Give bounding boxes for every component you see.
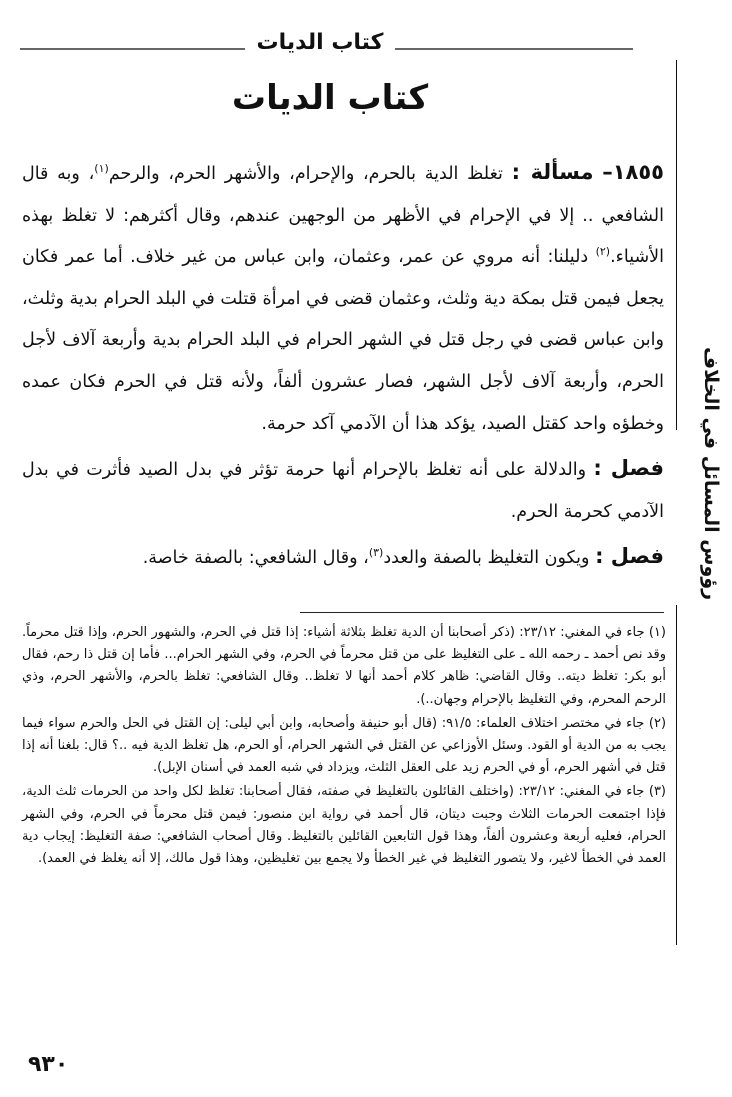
side-title: رؤوس المسائل في الخلاف: [700, 346, 722, 600]
footnote: [22, 713, 666, 780]
footnote-ref-2[interactable]: (٢): [595, 245, 611, 259]
main-text: [22, 152, 664, 580]
side-rule-top: [676, 60, 677, 430]
issue-number: ١٨٥٥–: [602, 160, 664, 184]
issue-label: مسألة :: [511, 160, 594, 184]
footnote-number: (٢): [648, 715, 667, 731]
running-header: [0, 26, 732, 66]
footnotes: [22, 622, 666, 872]
footnote-text: جاء في مختصر اختلاف العلماء: ٩١/٥: (قال أبو حنيفة وأصحابه، وابن أبي ليلى: إن القتل في الحل والحرم سواء فيما يجب به من الدية أو القود. وسئل الأوزاعي عن القتل في الشهر الحرام، أو الحرم، هل تغلظ الدية فيه ..؟ قال: بلغنا أنه إذا قتل في أشهر الحرم، أو في الحرم زيد على العقل الثلث، ويزداد في شبه العمد في أسنان الإبل).: [22, 715, 666, 776]
footnote-number: (٣): [648, 784, 666, 800]
issue-text-c: دليلنا: أنه مروي عن عمر، وعثمان، وابن عباس من غير خلاف. أما عمر فكان يجعل فيمن قتل بمكة دية وثلث، وعثمان قضى في امرأة قتلت في البلد الحرام بدية وثلث، وابن عباس قضى في رجل قتل في الشهر الحرام في البلد الحرام بدية وأربعة آلاف لأجل الحرم، وأربعة آلاف لأجل الشهر، فصار عشرون ألفاً، ولأنه قتل في الحرم فكان عمده وخطؤه واحد كقتل الصيد، يؤكد هذا أن الآدمي آكد حرمة.: [22, 247, 664, 434]
issue-text-a: تغلظ الدية بالحرم، والإحرام، والأشهر الحرم، والرحم: [108, 164, 503, 184]
header-rule-left: [20, 48, 245, 50]
section-label-2: فصل :: [595, 544, 664, 569]
side-rule-bottom: [676, 605, 677, 945]
section-label-1: فصل :: [593, 456, 664, 481]
footnote-ref-1[interactable]: (١): [94, 162, 109, 176]
footnote-divider: [300, 612, 664, 613]
section-text-1: والدلالة على أنه تغلظ بالإحرام أنها حرمة تؤثر في بدل الصيد فأثرت في بدل الآدمي كحرمة الحرم.: [22, 460, 664, 522]
section-text-2b: ، وقال الشافعي: بالصفة خاصة.: [142, 548, 369, 569]
footnote-ref-3[interactable]: (٣): [368, 546, 384, 560]
section-paragraph-2: [22, 536, 664, 580]
footnote-text: جاء في المغني: ٢٣/١٢: (واختلف القائلون بالتغليظ في صفته، فقال أصحابنا: تغلظ لكل واحد من الحرمات ثلث الدية، فإذا اجتمعت الحرمات الثلاث وجبت ديتان، قال أحمد في رواية ابن منصور: فيمن قتل محرماً في الحرم، وفي الشهر الحرام، فعليه أربعة وعشرون ألفاً، وهذا قول التابعين القائلين بالتغليظ. وقال أصحاب الشافعي: صفة التغليظ: إيجاب دية العمد في الخطأ لاغير، ولا يتصور التغليظ في غير الخطأ ولا يجمع بين تغليظين، وهذا قول مالك، إلا أنه يغلظ في العمد).: [22, 784, 666, 867]
issue-paragraph: [22, 152, 664, 445]
chapter-title: كتاب الديات: [231, 78, 429, 118]
footnote-text: جاء في المغني: ٢٣/١٢: (ذكر أصحابنا أن الدية تغلظ بثلاثة أشياء: إذا قتل في الحرم، والشهور الحرم، وإذا قتل محرماً. وقد نص أحمد ـ رحمه الله ـ على التغليظ على من قتل محرماً في الحرم، وفي الشهر الحرام... فأما إن قتل ذا رحم، فقال أبو بكر: تغلظ ديته.. وقال القاضي: ظاهر كلام أحمد أنها لا تغلظ.. وقال الشافعي: تغلظ بالحرم، والأشهر الحرم، وذي الرحم المحرم، وفي التغليظ بالإحرام وجهان..).: [22, 625, 666, 707]
section-paragraph-1: [22, 448, 664, 533]
header-rule-right: [395, 48, 633, 50]
footnote: [22, 781, 666, 870]
section-text-2a: ويكون التغليظ بالصفة والعدد: [383, 548, 590, 569]
footnote: [22, 622, 666, 711]
issue-text-b: ، وبه قال الشافعي .. إلا في الإحرام في الأظهر من الوجهين عندهم، وقال أكثرهم: لا تغلظ بهذه الأشياء.: [22, 164, 664, 268]
footnote-number: (١): [648, 625, 666, 640]
running-title: كتاب الديات: [256, 30, 384, 55]
page-number: ٩٣٠: [28, 1052, 69, 1077]
